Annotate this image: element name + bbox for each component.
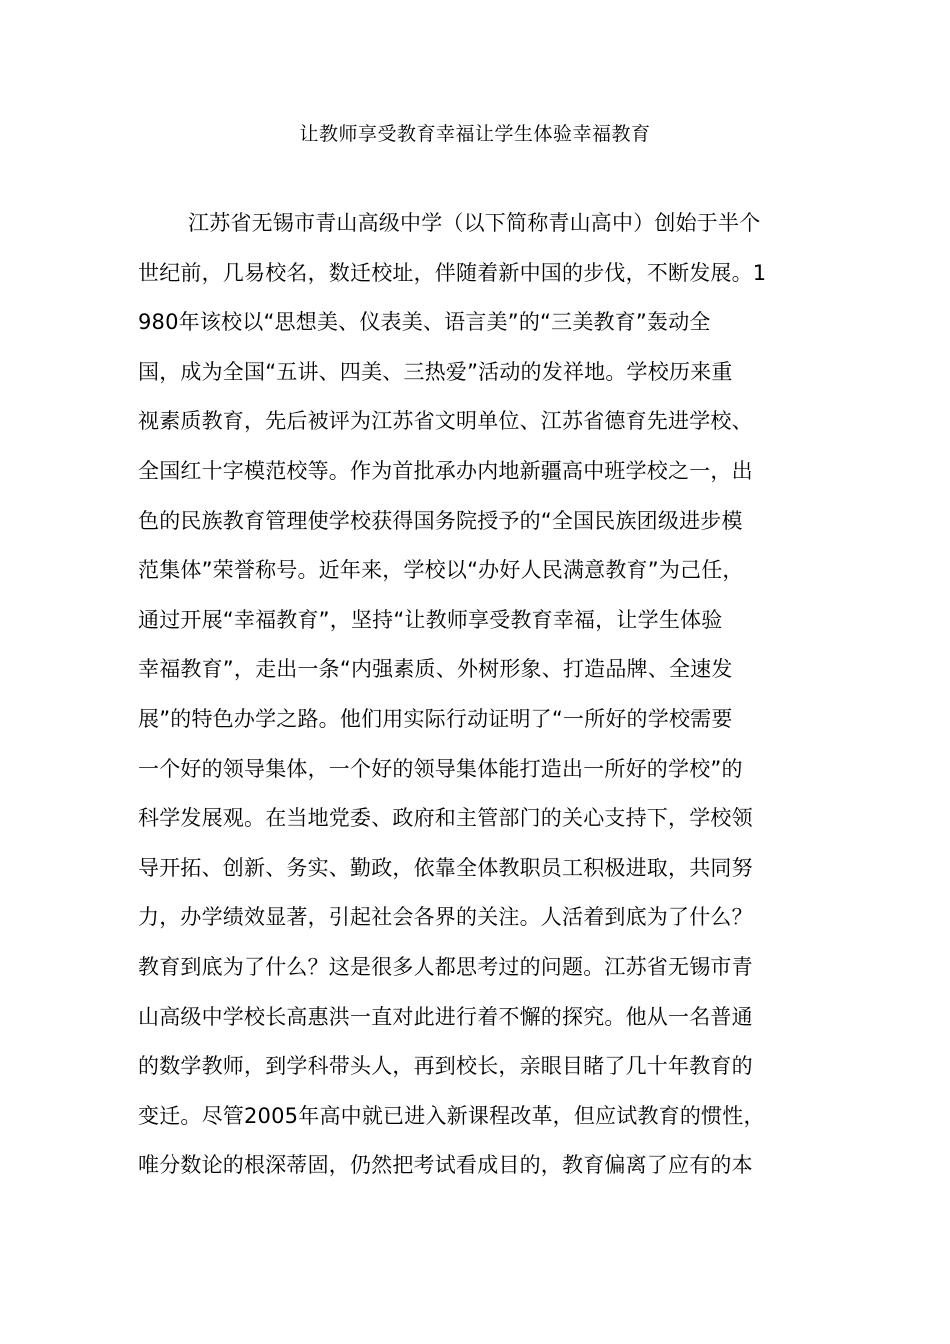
text-line: 教育到底为了什么？这是很多人都思考过的问题。江苏省无锡市青 [138,954,753,979]
text-line: 一个好的领导集体，一个好的领导集体能打造出一所好的学校”的 [138,756,743,781]
text-line: 江苏省无锡市青山高级中学（以下简称青山高中）创始于半个 [188,211,761,235]
body-paragraph [138,205,810,1197]
text-line: 展”的特色办学之路。他们用实际行动证明了“一所好的学校需要 [138,706,733,731]
text-line: 唯分数论的根深蒂固，仍然把考试看成目的，教育偏离了应有的本 [138,1153,753,1178]
text-line: 视素质教育，先后被评为江苏省文明单位、江苏省德育先进学校、 [138,409,753,434]
text-line: 色的民族教育管理使学校获得国务院授予的“全国民族团级进步模 [138,508,743,533]
text-line: 变迁。尽管2005年高中就已进入新课程改革，但应试教育的惯性， [138,1103,765,1128]
text-line: 幸福教育”，走出一条“内强素质、外树形象、打造品牌、全速发 [138,657,733,682]
document-title: 让教师享受教育幸福让学生体验幸福教育 [299,123,651,145]
text-line: 山高级中学校长高惠洪一直对此进行着不懈的探究。他从一名普通 [138,1004,753,1029]
text-line: 科学发展观。在当地党委、政府和主管部门的关心支持下，学校领 [138,806,753,831]
text-line: 力，办学绩效显著，引起社会各界的关注。人活着到底为了什么？ [138,905,753,930]
text-line: 通过开展“幸福教育”，坚持“让教师享受教育幸福，让学生体验 [138,607,723,632]
text-line: 范集体”荣誉称号。近年来，学校以“办好人民满意教育”为己任， [138,558,744,583]
text-line: 国，成为全国“五讲、四美、三热爱”活动的发祥地。学校历来重 [138,359,733,384]
text-line: 980年该校以“思想美、仪表美、语言美”的“三美教育”轰动全 [138,310,711,335]
text-line: 导开拓、创新、务实、勤政，依靠全体教职员工积极进取，共同努 [138,855,753,880]
text-line: 的数学教师，到学科带头人，再到校长，亲眼目睹了几十年教育的 [138,1054,753,1079]
text-line: 全国红十字模范校等。作为首批承办内地新疆高中班学校之一，出 [138,458,753,483]
text-line: 世纪前，几易校名，数迁校址，伴随着新中国的步伐，不断发展。1 [138,260,767,285]
